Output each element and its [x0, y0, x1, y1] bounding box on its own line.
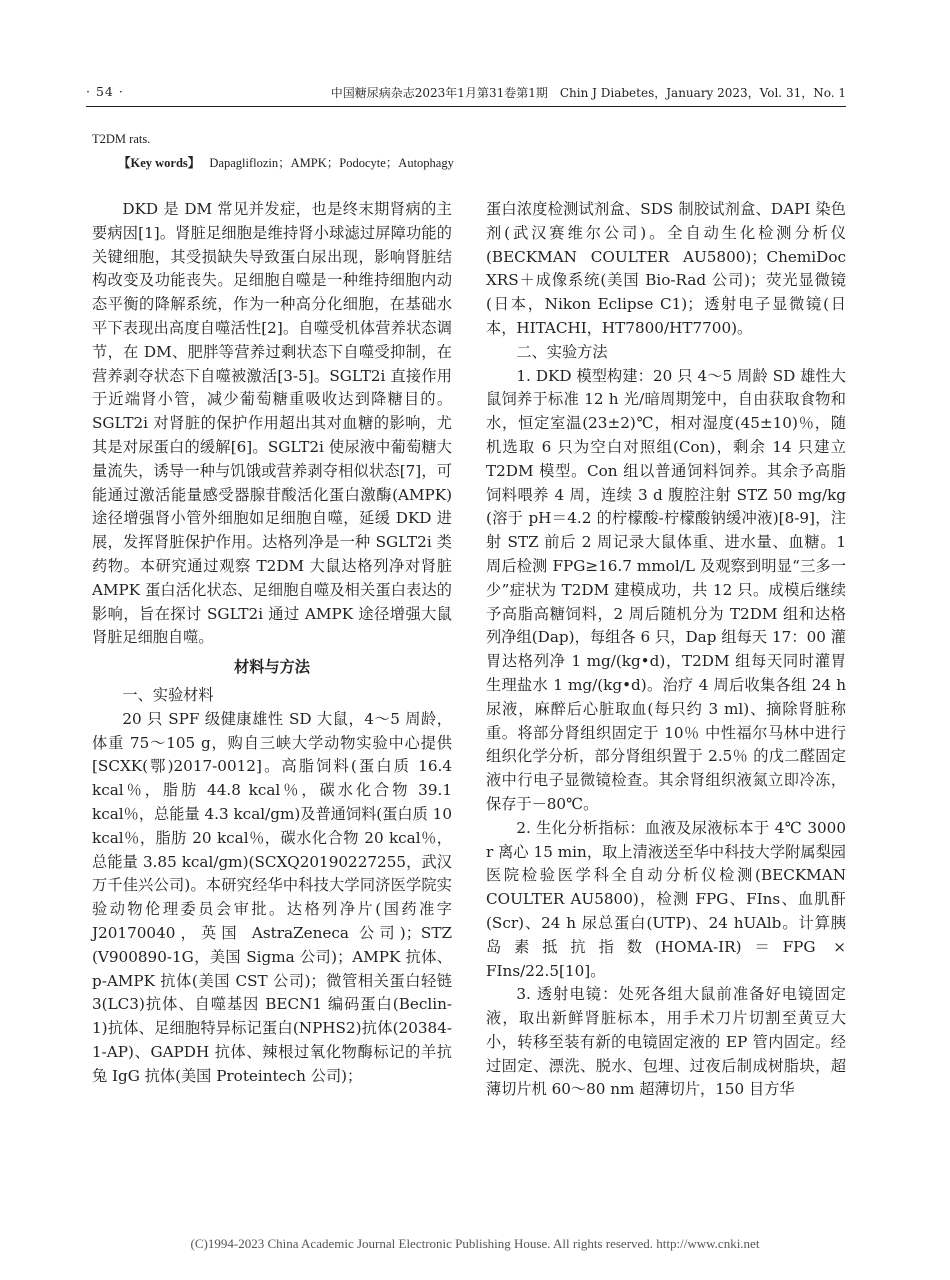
subsection-methods: 二、实验方法	[516, 342, 608, 361]
header-rule	[86, 106, 846, 107]
keywords-label: 【Key words】	[118, 156, 201, 170]
subsection-materials: 一、实验材料	[122, 685, 214, 704]
materials-paragraph: 20 只 SPF 级健康雄性 SD 大鼠，4～5 周龄，体重 75～105 g，购自三峡大学动物实验中心提供[SCXK(鄂)2017-0012]。高脂饲料(蛋白质 16.4 kcal％，脂肪 44.8 kcal％，碳水化合物 39.1 kcal％，总能量 4.3 kcal/gm)及普通饲料(蛋白质 10 kcal％，脂肪 20 kcal％，碳水化合物 20 kcal％，总能量 3.85 kcal/gm)(SCXQ20190227255，武汉万千佳兴公司)。本研究经华中科技大学同济医学院实验动物伦理委员会审批。达格列净片(国药准字 J20170040，英国 AstraZeneca 公司)；STZ (V900890-1G，美国 Sigma 公司)；AMPK 抗体、p-AMPK 抗体(美国 CST 公司)；微管相关蛋白轻链 3(LC3)抗体、自噬基因 BECN1 编码蛋白(Beclin-1)抗体、足细胞特异标记蛋白(NPHS2)抗体(20384-1-AP)、GAPDH 抗体、辣根过氧化物酶标记的羊抗兔 IgG 抗体(美国 Proteintech 公司)；	[92, 709, 452, 1085]
intro-paragraph: DKD 是 DM 常见并发症，也是终末期肾病的主要病因[1]。肾脏足细胞是维持肾小球滤过屏障功能的关键细胞，其受损缺失导致蛋白尿出现，影响肾脏结构改变及功能丧失。足细胞自噬是一种维持细胞内动态平衡的降解系统，作为一种高分化细胞，在基础水平下表现出高度自噬活性[2]。自噬受机体营养状态调节，在 DM、肥胖等营养过剩状态下自噬受抑制，在营养剥夺状态下自噬被激活[3-5]。SGLT2i 直接作用于近端肾小管，减少葡萄糖重吸收达到降糖目的。SGLT2i 对肾脏的保护作用超出其对血糖的影响，尤其是对尿蛋白的缓解[6]。SGLT2i 使尿液中葡萄糖大量流失，诱导一种与饥饿或营养剥夺相似状态[7]，可能通过激活能量感受器腺苷酸活化蛋白激酶(AMPK)途径增强肾小管外细胞如足细胞自噬，延缓 DKD 进展，发挥肾脏保护作用。达格列净是一种 SGLT2i 类药物。本研究通过观察 T2DM 大鼠达格列净对肾脏 AMPK 蛋白活化状态、足细胞自噬及相关蛋白表达的影响，旨在探讨 SGLT2i 通过 AMPK 途径增强大鼠肾脏足细胞自噬。	[92, 200, 452, 647]
keywords-value: Dapagliflozin；AMPK；Podocyte；Autophagy	[209, 156, 454, 170]
method-dkd-model: 1. DKD 模型构建：20 只 4～5 周龄 SD 雄性大鼠饲养于标准 12 h 光/暗周期笼中，自由获取食物和水，恒定室温(23±2)℃，相对湿度(45±10)％，随机选取 6 只为空白对照组(Con)，剩余 14 只建立 T2DM 模型。Con 组以普通饲料饲养。其余予高脂饲料喂养 4 周，连续 3 d 腹腔注射 STZ 50 mg/kg (溶于 pH＝4.2 的柠檬酸-柠檬酸钠缓冲液)[8-9]，注射 STZ 前后 2 周记录大鼠体重、进水量、血糖。1 周后检测 FPG≥16.7 mmol/L 及观察到明显“三多一少”症状为 T2DM 建模成功，共 12 只。成模后继续予高脂高糖饲料，2 周后随机分为 T2DM 组和达格列净组(Dap)，每组各 6 只，Dap 组每天 17：00 灌胃达格列净 1 mg/(kg•d)，T2DM 组每天同时灌胃生理盐水 1 mg/(kg•d)。治疗 4 周后收集各组 24 h 尿液，麻醉后心脏取血(每只约 3 ml)、摘除肾脏称重。将部分肾组织固定于 10％ 中性福尔马林中进行组织化学分析，部分肾组织置于 2.5％ 的戊二醛固定液中行电子显微镜检查。其余肾组织液氮立即冷冻，保存于－80℃。	[486, 366, 846, 813]
keywords-line	[118, 153, 454, 171]
journal-citation: 中国糖尿病杂志2023年1月第31卷第1期 Chin J Diabetes，January 2023，Vol. 31，No. 1	[330, 86, 846, 100]
abstract-tail: T2DM rats.	[92, 132, 151, 146]
right-column	[486, 198, 846, 1102]
copyright-footer: (C)1994-2023 China Academic Journal Electronic Publishing House. All rights reserved. http://www.cnki.net	[190, 1236, 760, 1251]
materials-continued: 蛋白浓度检测试剂盒、SDS 制胶试剂盒、DAPI 染色剂(武汉赛维尔公司)。全自动生化检测分析仪(BECKMAN COULTER AU5800)；ChemiDoc XRS＋成像系统(美国 Bio-Rad 公司)；荧光显微镜(日本，Nikon Eclipse C1)；透射电子显微镜(日本，HITACHI，HT7800/HT7700)。	[486, 200, 846, 337]
running-header	[86, 84, 846, 102]
method-biochemical: 2. 生化分析指标：血液及尿液标本于 4℃ 3000 r 离心 15 min，取上清液送至华中科技大学附属梨园医院检验医学科全自动分析仪检测(BECKMAN COULTER AU5800)，检测 FPG、FIns、血肌酐(Scr)、24 h 尿总蛋白(UTP)、24 hUAlb。计算胰岛素抵抗指数(HOMA-IR)＝FPG × FIns/22.5[10]。	[486, 818, 846, 980]
section-title-methods: 材料与方法	[234, 658, 310, 677]
method-tem: 3. 透射电镜：处死各组大鼠前准备好电镜固定液，取出新鲜肾脏标本，用手术刀片切割至黄豆大小，转移至装有新的电镜固定液的 EP 管内固定。经过固定、漂洗、脱水、包埋、过夜后制成树脂块，超薄切片机 60～80 nm 超薄切片，150 目方华	[486, 985, 846, 1099]
page-number: · 54 ·	[86, 84, 124, 99]
left-column	[92, 198, 452, 1088]
